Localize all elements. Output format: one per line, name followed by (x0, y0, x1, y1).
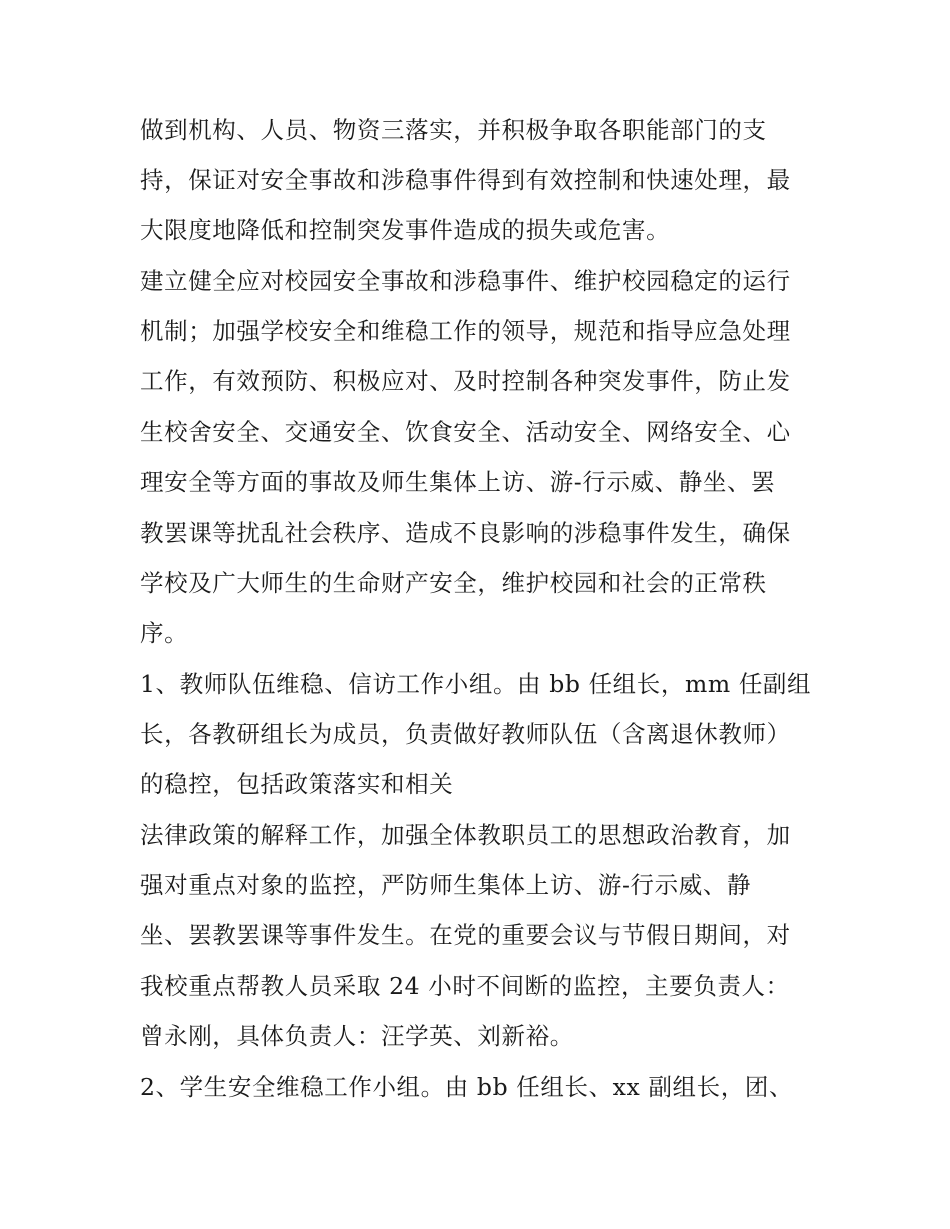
text-line-10: 学校及广大师生的生命财产安全，维护校园和社会的正常秩 (140, 569, 767, 597)
text-line-1: 做到机构、人员、物资三落实，并积极争取各职能部门的支 (140, 116, 767, 144)
text-line-14: 的稳控，包括政策落实和相关 (140, 770, 454, 798)
text-line-6: 工作，有效预防、积极应对、及时控制各种突发事件，防止发 (140, 367, 791, 395)
text-line-17: 坐、罢教罢课等事件发生。在党的重要会议与节假日期间，对 (140, 921, 791, 949)
text-line-18: 我校重点帮教人员采取 24 小时不间断的监控，主要负责人： (140, 972, 790, 1000)
text-line-12: 1、教师队伍维稳、信访工作小组。由 bb 任组长，mm 任副组 (140, 670, 812, 698)
text-line-4: 建立健全应对校园安全事故和涉稳事件、维护校园稳定的运行 (140, 267, 791, 295)
text-line-2: 持，保证对安全事故和涉稳事件得到有效控制和快速处理，最 (140, 166, 791, 194)
text-line-11: 序。 (140, 619, 189, 647)
text-line-19: 曾永刚，具体负责人：汪学英、刘新裕。 (140, 1022, 574, 1050)
text-line-9: 教罢课等扰乱社会秩序、造成不良影响的涉稳事件发生，确保 (140, 519, 791, 547)
text-line-13: 长，各教研组长为成员，负责做好教师队伍（含离退休教师） (140, 720, 791, 748)
text-line-3: 大限度地降低和控制突发事件造成的损失或危害。 (140, 216, 671, 244)
text-line-16: 强对重点对象的监控，严防师生集体上访、游-行示威、静 (140, 871, 752, 899)
text-line-7: 生校舍安全、交通安全、饮食安全、活动安全、网络安全、心 (140, 418, 791, 446)
text-line-20: 2、学生安全维稳工作小组。由 bb 任组长、xx 副组长，团、 (140, 1073, 794, 1101)
text-line-5: 机制；加强学校安全和维稳工作的领导，规范和指导应急处理 (140, 317, 791, 345)
text-line-15: 法律政策的解释工作，加强全体教职员工的思想政治教育，加 (140, 821, 791, 849)
text-line-8: 理安全等方面的事故及师生集体上访、游-行示威、静坐、罢 (140, 468, 776, 496)
